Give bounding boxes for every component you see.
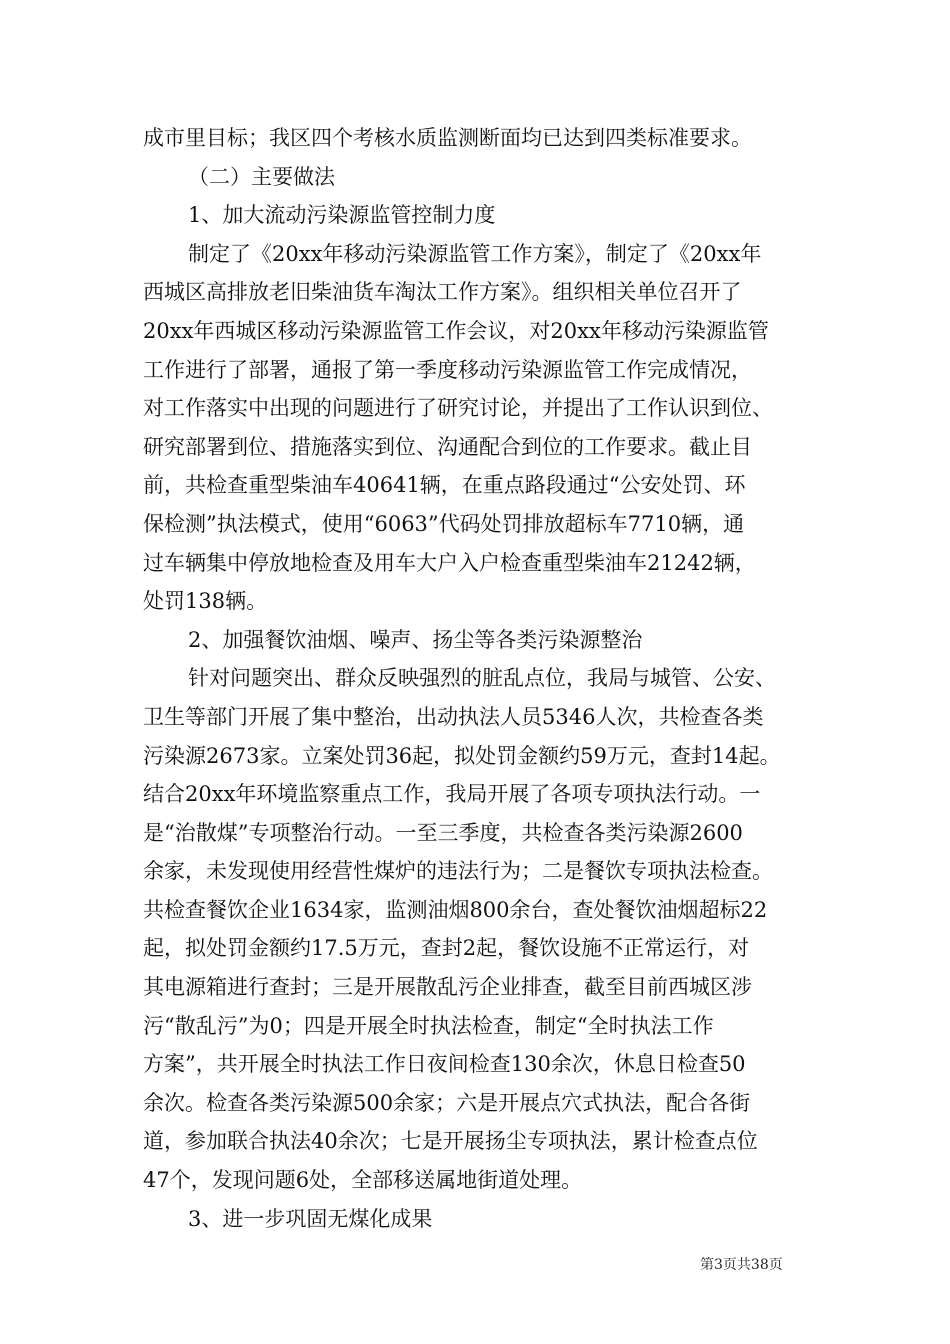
text-line: 制定了《20xx年移动污染源监管工作方案》，制定了《20xx年	[188, 241, 762, 266]
text-line: 工作进行了部署，通报了第一季度移动污染源监管工作完成情况，	[143, 357, 752, 382]
text-line: 研究部署到位、措施落实到位、沟通配合到位的工作要求。截止目	[143, 434, 752, 459]
text-line: 3、进一步巩固无煤化成果	[188, 1206, 433, 1231]
page-number: 第3页共38页	[700, 1257, 783, 1273]
text-line: 20xx年西城区移动污染源监管工作会议，对20xx年移动污染源监管	[143, 318, 769, 343]
text-line: 其电源箱进行查封；三是开展散乱污企业排查，截至目前西城区涉	[143, 975, 752, 1000]
text-line: 处罚138辆。	[143, 589, 268, 614]
text-line: 前，共检查重型柴油车40641辆，在重点路段通过“公安处罚、环	[143, 473, 746, 498]
text-line: 是“治散煤”专项整治行动。一至三季度，共检查各类污染源2600	[143, 820, 743, 845]
text-line: 对工作落实中出现的问题进行了研究讨论，并提出了工作认识到位、	[143, 396, 773, 421]
text-line: 起，拟处罚金额约17.5万元，查封2起，餐饮设施不正常运行，对	[143, 936, 750, 961]
text-line: 余家，未发现使用经营性煤炉的违法行为；二是餐饮专项执法检查。	[143, 859, 773, 884]
text-line: （二）主要做法	[188, 164, 335, 189]
text-line: 余次。检查各类污染源500余家；六是开展点穴式执法，配合各街	[143, 1090, 751, 1115]
text-line: 卫生等部门开展了集中整治，出动执法人员5346人次，共检查各类	[143, 704, 764, 729]
text-line: 污“散乱污”为0；四是开展全时执法检查，制定“全时执法工作	[143, 1013, 714, 1038]
text-line: 1、加大流动污染源监管控制力度	[188, 203, 496, 228]
text-line: 西城区高排放老旧柴油货车淘汰工作方案》。组织相关单位召开了	[143, 280, 742, 305]
text-line: 2、加强餐饮油烟、噪声、扬尘等各类污染源整治	[188, 627, 643, 652]
text-line: 针对问题突出、群众反映强烈的脏乱点位，我局与城管、公安、	[188, 666, 776, 691]
text-line: 过车辆集中停放地检查及用车大户入户检查重型柴油车21242辆，	[143, 550, 756, 575]
text-line: 保检测”执法模式，使用“6063”代码处罚排放超标车7710辆，通	[143, 511, 745, 536]
text-line: 47个，发现问题6处，全部移送属地街道处理。	[143, 1168, 583, 1193]
text-line: 污染源2673家。立案处罚36起，拟处罚金额约59万元，查封14起。	[143, 743, 781, 768]
text-line: 共检查餐饮企业1634家，监测油烟800余台，查处餐饮油烟超标22	[143, 897, 768, 922]
text-line: 结合20xx年环境监察重点工作，我局开展了各项专项执法行动。一	[143, 782, 761, 807]
text-line: 道，参加联合执法40余次；七是开展扬尘专项执法，累计检查点位	[143, 1129, 758, 1154]
text-line: 成市里目标；我区四个考核水质监测断面均已达到四类标准要求。	[143, 126, 752, 150]
text-line: 方案”，共开展全时执法工作日夜间检查130余次，休息日检查50	[143, 1052, 746, 1077]
document-body	[143, 119, 823, 1238]
